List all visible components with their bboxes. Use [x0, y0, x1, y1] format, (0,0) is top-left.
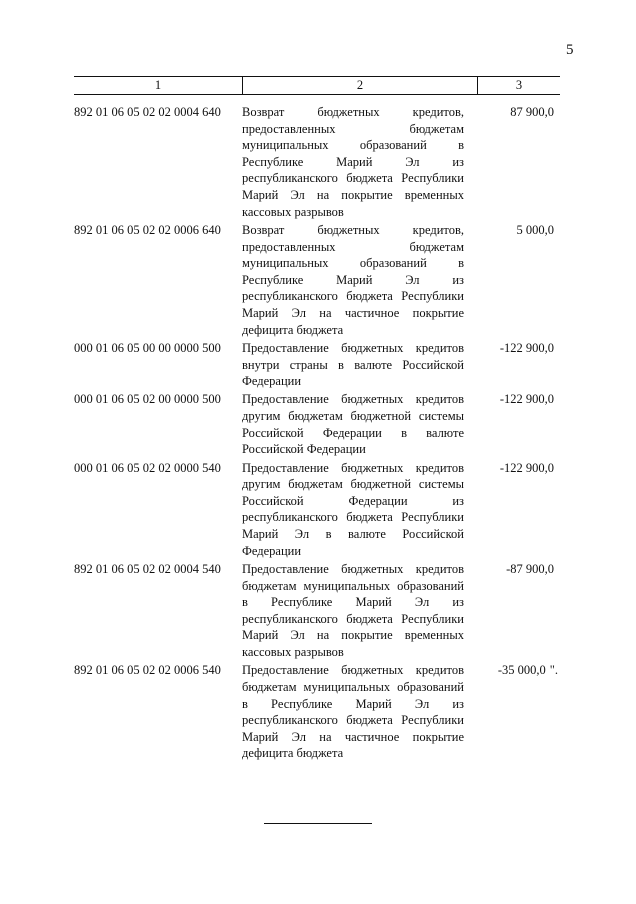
row-amount: [464, 391, 558, 408]
table-row: [74, 222, 584, 338]
header-col-1: 1: [74, 77, 243, 94]
table-row: [74, 340, 584, 390]
budget-code: 892 01 06 05 02 02 0004 640: [74, 105, 221, 119]
row-description: Возврат бюджетных кредитов, предоставленных бюджетам муниципальных образований в Республике Марий Эл из республиканского бюджета Республики Марий Эл на частичное покрытие дефицита бюджета: [242, 222, 464, 337]
row-description: Предоставление бюджетных кредитов бюджетам муниципальных образований в Республике Марий Эл из республиканского бюджета Республики Марий Эл на частичное покрытие дефицита бюджета: [242, 663, 464, 761]
amount-value: 5 000,0: [516, 222, 554, 237]
budget-code: 892 01 06 05 02 02 0004 540: [74, 562, 221, 577]
budget-code: 892 01 06 05 02 02 0006 640: [74, 222, 221, 237]
row-amount: [464, 104, 558, 121]
closing-quote: ".: [549, 663, 558, 678]
row-description: Предоставление бюджетных кредитов другим бюджетам бюджетной системы Российской Федерации в валюте Российской Федерации: [242, 392, 464, 457]
amount-value: -122 900,0: [499, 392, 554, 407]
row-description: Предоставление бюджетных кредитов бюджетам муниципальных образований в Республике Марий Эл из республиканского бюджета Республики Марий Эл на покрытие временных кассовых разрывов: [242, 562, 464, 659]
table-body: [74, 104, 584, 764]
budget-code: 000 01 06 05 02 02 0000 540: [74, 460, 221, 475]
row-amount: [464, 222, 558, 239]
amount-value: -122 900,0: [499, 460, 554, 475]
header-col-2: 2: [243, 77, 478, 94]
table-header: [74, 76, 560, 95]
row-amount: [464, 460, 558, 477]
budget-code: 000 01 06 05 00 00 0000 500: [74, 340, 221, 355]
table-row: [74, 561, 584, 661]
budget-code: 000 01 06 05 02 00 0000 500: [74, 392, 221, 407]
amount-value: -122 900,0: [499, 340, 554, 355]
table-row: [74, 460, 584, 560]
table-row: [74, 104, 584, 220]
row-description: Предоставление бюджетных кредитов внутри страны в валюте Российской Федерации: [242, 340, 464, 389]
budget-code: 892 01 06 05 02 02 0006 540: [74, 663, 221, 678]
header-col-3: 3: [515, 78, 523, 92]
row-description: Возврат бюджетных кредитов, предоставленных бюджетам муниципальных образований в Республике Марий Эл из республиканского бюджета Республики Марий Эл на покрытие временных кассовых разрывов: [242, 105, 464, 219]
table-row: [74, 662, 584, 762]
row-amount: [464, 340, 558, 357]
table-row: [74, 391, 584, 457]
amount-value: -35 000,0: [497, 663, 546, 678]
amount-value: -87 900,0: [506, 562, 554, 577]
row-amount: [464, 561, 558, 578]
row-description: Предоставление бюджетных кредитов другим бюджетам бюджетной системы Российской Федерации из республиканского бюджета Республики Марий Эл в валюте Российской Федерации: [242, 460, 464, 558]
amount-value: 87 900,0: [510, 105, 554, 119]
row-amount: [464, 662, 558, 679]
closing-divider-line: [264, 823, 372, 824]
page-number: 5: [566, 42, 574, 58]
